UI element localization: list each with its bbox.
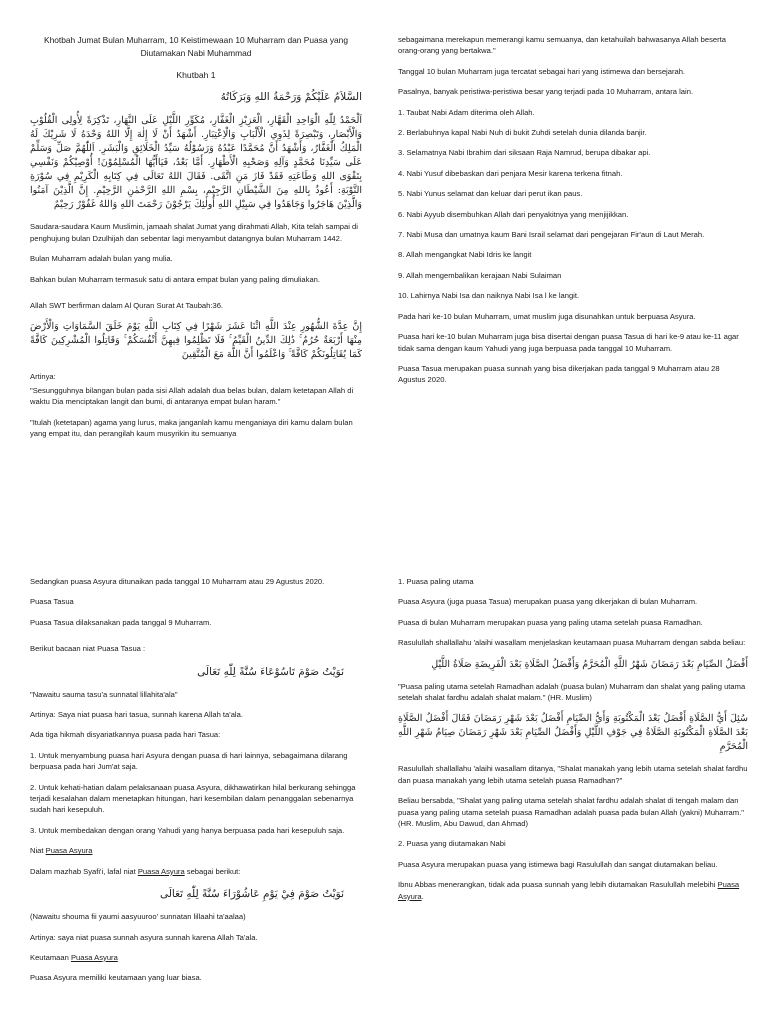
paragraph: Ada tiga hikmah disyariatkannya puasa pada hari Tasua: <box>30 730 221 740</box>
paragraph: Tanggal 10 bulan Muharram juga tercatat sebagai hari yang istimewa dan bersejarah. <box>398 66 686 76</box>
para-prefix: Ibnu Abbas menerangkan, tidak ada puasa sunnah yang lebih diutamakan Rasulullah melebihi <box>398 880 718 890</box>
translation-quote: "Itulah (ketetapan) agama yang lurus, maka janganlah kamu menganiaya diri kamu dalam bulan yang empat itu, dan perangilah kaum musyrikin itu semuanya <box>30 417 353 439</box>
paragraph: Artinya: saya niat puasa sunnah asyura sunnah karena Allah Ta'ala. <box>30 932 258 942</box>
puasa-asyura-link[interactable]: Puasa Asyura <box>398 880 740 901</box>
mazhab-suffix: sebagai berikut: <box>184 866 241 876</box>
list-item: 2. Untuk kehati-hatian dalam pelaksanaan puasa Asyura, dikhawatirkan hilal berkurang sehingga terjadi kesalahan dalam menetapkan hitungan, hari kesembilan dalam penanggalan sebenarnya sudah hari kesepuluh. <box>30 782 356 815</box>
paragraph: Saudara-saudara Kaum Muslimin, jamaah shalat Jumat yang dirahmati Allah, Kita telah sampai di penghujung bulan Dzulhijah dan sebentar lagi menyambut datangnya bulan Muharram 1442. <box>30 222 358 243</box>
paragraph: Beliau bersabda, "Shalat yang paling utama setelah shalat fardhu adalah shalat di tengah malam dan puasa yang paling utama setelah puasa Ramadhan adalah puasa pada bulan Allah (yakni) Muharram." (HR. Muslim, Abu Dawud, dan Ahmad) <box>398 796 744 829</box>
mazhab-prefix: Dalam mazhab Syafi'i, lafal niat <box>30 866 138 876</box>
list-item: 9. Allah mengembalikan kerajaan Nabi Sulaiman <box>398 270 562 280</box>
puasa-asyura-link[interactable]: Puasa Asyura <box>70 952 118 962</box>
paragraph: Bahkan bulan Muharram termasuk satu di antara empat bulan yang paling dimuliakan. <box>30 274 320 284</box>
arabic-salam: السَّلاَمُ عَلَيْكُمْ وَرَحْمَةُ اللهِ وَبَرَكَاتُهُ <box>220 91 362 104</box>
section-heading-tasua: Puasa Tasua <box>30 597 74 607</box>
khutbah-heading: Khutbah 1 <box>176 70 216 80</box>
list-item: 4. Nabi Yusuf dibebaskan dari penjara Mesir karena terkena fitnah. <box>398 168 623 178</box>
keutamaan-prefix: Keutamaan <box>30 952 71 962</box>
list-item: 1. Untuk menyambung puasa hari Asyura dengan puasa di hari lainnya, sebagaimana dilarang berpuasa pada hari Jum'at saja. <box>30 750 348 772</box>
puasa-asyura-link[interactable]: Puasa Asyura <box>137 866 185 876</box>
arabic-hadis-2: سُئِلَ أَيُّ الصَّلَاةِ أَفْضَلُ بَعْدَ الْمَكْتُوبَةِ وَأَيُّ الصِّيَامِ أَفْضَلُ بَعْدَ شَهْرِ رَمَضَانَ فَقَالَ أَفْضَلُ الصَّلَاةِ بَعْدَ الصَّلَاةِ الْمَكْتُوبَةِ الصَّلَاةُ فِي جَوْفِ اللَّيْلِ وَأَفْضَلُ الصِّيَامِ بَعْدَ شَهْرِ رَمَضَانَ صِيَامُ شَهْرِ اللَّهِ الْمُحَرَّمِ <box>398 713 748 753</box>
puasa-asyura-link[interactable]: Puasa Asyura <box>45 846 93 856</box>
list-item: 7. Nabi Musa dan umatnya kaum Bani Israil selamat dari pengejaran Fir'aun di Laut Merah. <box>398 230 705 240</box>
paragraph: Rasulullah shallallahu 'alaihi wasallam menjelaskan keutamaan puasa Muharram dengan sabda beliau: <box>398 638 746 648</box>
para-suffix: . <box>421 891 424 901</box>
paragraph: Berikut bacaan niat Puasa Tasua : <box>30 644 146 654</box>
translation-quote: "Puasa paling utama setelah Ramadhan adalah (puasa bulan) Muharram dan shalat yang paling utama setelah shalat fardhu adalah shalat malam." (HR. Muslim) <box>398 681 746 703</box>
paragraph: Puasa hari ke-10 bulan Muharram juga bisa disertai dengan puasa Tasua di hari ke-9 atau ke-11 agar tidak sama dengan kaum Yahudi yang juga berpuasa pada tanggal 10 Muharram. <box>398 332 739 353</box>
list-item: 10. Lahirnya Nabi Isa dan naiknya Nabi Isa l ke langit. <box>398 291 580 301</box>
document-page-2 <box>384 0 768 512</box>
article-title: Khotbah Jumat Bulan Muharram, 10 Keistimewaan 10 Muharram dan Puasa yang Diutamakan Nabi Muhammad <box>44 35 348 58</box>
artinya-label: Artinya: <box>30 372 56 382</box>
paragraph: Artinya: Saya niat puasa hari tasua, sunnah karena Allah ta'ala. <box>30 710 243 720</box>
translation-quote: "Sesungguhnya bilangan bulan pada sisi Allah adalah dua belas bulan, dalam ketetapan Allah di waktu Dia menciptakan langit dan bumi, di antaranya empat bulan haram." <box>30 385 354 407</box>
mazhab-line <box>30 866 364 877</box>
paragraph: Pada hari ke-10 bulan Muharram, umat muslim juga disunahkan untuk berpuasa Asyura. <box>398 311 696 321</box>
paragraph: Puasa Asyura merupakan puasa yang istimewa bagi Rasulullah dan sangat diutamakan beliau. <box>398 859 718 869</box>
list-item: 2. Berlabuhnya kapal Nabi Nuh di bukit Zuhdi setelah dunia dilanda banjir. <box>398 128 647 138</box>
niat-latin: (Nawaitu shouma fii yaumi aasyuuroo' sunnatan lillaahi ta'aalaa) <box>30 912 246 922</box>
section-heading: 1. Puasa paling utama <box>398 577 474 586</box>
paragraph: Rasulullah shallallahu 'alaihi wasallam ditanya, "Shalat manakah yang lebih utama setelah shalat fardhu dan puasa manakah yang lebih utama setelah puasa Ramadhan?" <box>398 764 748 785</box>
paragraph: sebagaimana merekapun memerangi kamu semuanya, dan ketahuilah bahwasanya Allah beserta orang-orang yang bertakwa." <box>398 35 726 56</box>
document-page-3 <box>0 512 384 1024</box>
paragraph: Pasalnya, banyak peristiwa-peristiwa besar yang terjadi pada 10 Muharram, antara lain. <box>398 87 694 97</box>
list-item: 1. Taubat Nabi Adam diterima oleh Allah. <box>398 107 535 117</box>
section-heading: 2. Puasa yang diutamakan Nabi <box>398 839 506 849</box>
list-item: 5. Nabi Yunus selamat dan keluar dari perut ikan paus. <box>398 189 583 199</box>
niat-prefix: Niat <box>30 846 46 856</box>
list-item: 3. Untuk membedakan dengan orang Yahudi yang hanya berpuasa pada hari kesepuluh saja. <box>30 825 345 835</box>
paragraph: Sedangkan puasa Asyura ditunaikan pada tanggal 10 Muharram atau 29 Agustus 2020. <box>30 577 325 586</box>
arabic-khutbah-text: اَلْحَمْدُ لِلّٰهِ الْوَاحِدِ الْقَهَّارِ، الْعَزِيْزِ الْغَفَّارِ، مُكَوِّرِ اللَّيْلِ عَلَى النَّهَارِ، تَذْكِرَةً لِأُولِى الْقُلُوْبِ وَالْأَبْصَارِ، وَتَبْصِرَةً لِذَوِي الْأَلْبَابِ وَالْاِعْتِبَارِ. أَشْهَدُ أَنْ لَا إِلٰهَ إِلَّا اللهُ وَحْدَهُ لَا شَرِيْكَ لَهُ الْمَلِكُ الْغَفَّارُ، وَأَشْهَدُ أَنَّ مُحَمَّدًا عَبْدُهُ وَرَسُوْلُهُ سَيِّدُ الْخَلَائِقِ وَالْبَشَرِ. اَللّٰهُمَّ صَلِّ وَسَلِّمْ عَلَى سَيِّدِنَا مُحَمَّدٍ وَآلِهِ وَصَحْبِهِ الْأَطْهَارِ. أَمَّا بَعْدُ، فَيَاأَيُّهَا الْمُسْلِمُوْنَ! أُوْصِيْكُمْ وَنَفْسِي بِتَقْوَى اللهِ وَطَاعَتِهِ فَقَدْ فَازَ مَنِ اتَّقَى. فَقَالَ اللهُ تَعَالَى فِي كِتَابِهِ الْكَرِيْمِ فِي سُوْرَةِ التَّوْبَةِ: أَعُوذُ بِاللهِ مِنَ الشَّيْطَانِ الرَّجِيْمِ، بِسْمِ اللهِ الرَّحْمٰنِ الرَّحِيْمِ. إِنَّ الَّذِيْنَ آمَنُوا وَالَّذِيْنَ هَاجَرُوا وَجَاهَدُوا فِي سَبِيْلِ اللهِ أُولٰئِكَ يَرْجُوْنَ رَحْمَتَ اللهِ وَاللهُ غَفُوْرٌ رَحِيْمٌ <box>30 115 362 211</box>
list-item: 3. Selamatnya Nabi Ibrahim dari siksaan Raja Namrud, berupa dibakar api. <box>398 148 651 158</box>
paragraph: Allah SWT berfirman dalam Al Quran Surat At Taubah:36. <box>30 301 224 311</box>
document-page-1 <box>0 0 384 512</box>
arabic-hadis-1: أَفْضَلُ الصِّيَامِ بَعْدَ رَمَضَانَ شَهْرُ اللَّهِ الْمُحَرَّمُ وَأَفْضَلُ الصَّلَاةِ بَعْدَ الْفَرِيضَةِ صَلَاةُ اللَّيْلِ <box>431 658 748 670</box>
paragraph: Puasa Tasua merupakan puasa sunnah yang bisa dikerjakan pada tanggal 9 Muharram atau 28 Agustus 2020. <box>398 363 720 385</box>
paragraph: Bulan Muharram adalah bulan yang mulia. <box>30 254 173 264</box>
keutamaan-line <box>30 952 364 963</box>
niat-latin: "Nawaitu sauma tasu'a sunnatal lillahita'ala" <box>30 689 178 699</box>
list-item: 8. Allah mengangkat Nabi Idris ke langit <box>398 250 532 260</box>
arabic-niat-tasua: نَوَيْتُ صَوْمَ تَاسُوْعَاءَ سُنَّةً لِلّٰهِ تَعَالَى <box>197 665 344 678</box>
paragraph: Puasa di bulan Muharram merupakan puasa yang paling utama setelah puasa Ramadhan. <box>398 617 703 627</box>
paragraph: Puasa Tasua dilaksanakan pada tanggal 9 Muharram. <box>30 617 212 627</box>
paragraph: Puasa Asyura (juga puasa Tasua) merupakan puasa yang dikerjakan di bulan Muharram. <box>398 597 698 607</box>
arabic-niat-asyura: نَوَيْتُ صَوْمَ فِيْ يَوْمِ عَاشُوْرَاءَ سُنَّةً لِلّٰهِ تَعَالَى <box>159 888 344 901</box>
arabic-ayat-text: إِنَّ عِدَّةَ الشُّهُورِ عِنْدَ اللَّهِ اثْنَا عَشَرَ شَهْرًا فِي كِتَابِ اللَّهِ يَوْمَ خَلَقَ السَّمَاوَاتِ وَالْأَرْضَ مِنْهَا أَرْبَعَةٌ حُرُمٌ ۚ ذَٰلِكَ الدِّينُ الْقَيِّمُ ۚ فَلَا تَظْلِمُوا فِيهِنَّ أَنْفُسَكُمْ ۚ وَقَاتِلُوا الْمُشْرِكِينَ كَافَّةً كَمَا يُقَاتِلُونَكُمْ كَافَّةً ۚ وَاعْلَمُوا أَنَّ اللَّهَ مَعَ الْمُتَّقِينَ <box>30 321 362 361</box>
document-page-4 <box>384 512 768 1024</box>
paragraph-with-link <box>398 879 748 902</box>
list-item: 6. Nabi Ayyub disembuhkan Allah dari penyakitnya yang menjijikkan. <box>398 209 629 219</box>
paragraph: Puasa Asyura memiliki keutamaan yang luar biasa. <box>30 973 202 983</box>
niat-asyura-line <box>30 845 364 856</box>
